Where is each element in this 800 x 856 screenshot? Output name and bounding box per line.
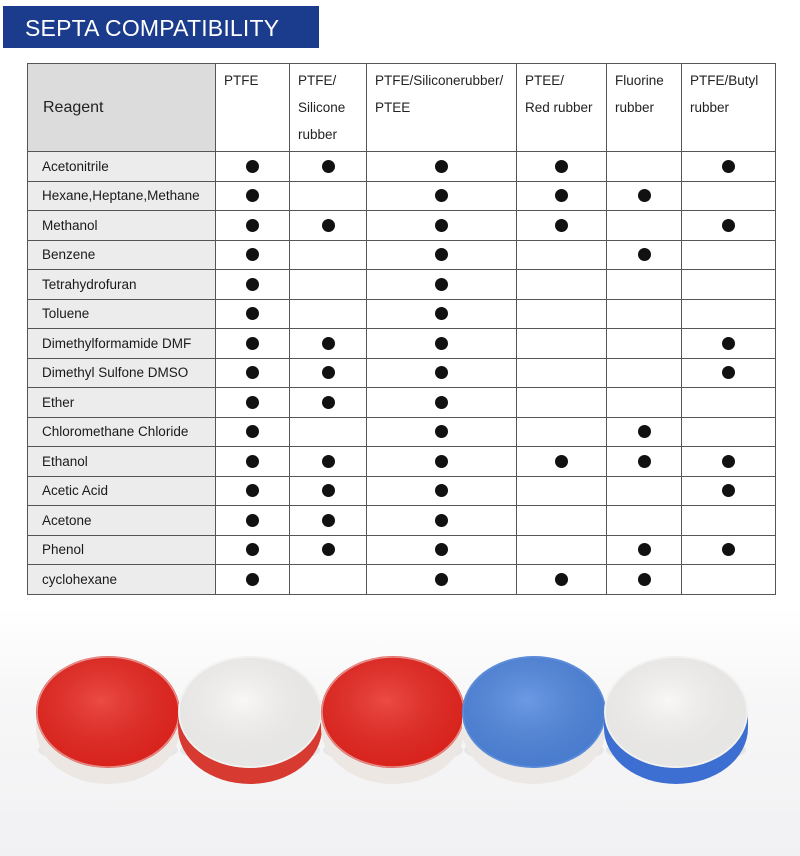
compatible-dot — [246, 396, 259, 409]
compatible-dot — [322, 543, 335, 556]
compatibility-cell-ptee_red — [517, 270, 607, 300]
compatible-dot — [638, 189, 651, 202]
table-row — [28, 476, 776, 506]
compatibility-cell-ptfe_butyl — [682, 565, 776, 595]
compatibility-cell-ptfe_silicone — [290, 152, 367, 182]
compatible-dot — [435, 425, 448, 438]
compatible-dot — [555, 189, 568, 202]
reagent-name: Toluene — [28, 299, 216, 329]
compatibility-cell-ptfe_silicone_ptee — [367, 358, 517, 388]
compatibility-table — [27, 63, 776, 595]
compatibility-cell-ptfe — [216, 211, 290, 241]
compatibility-cell-ptfe — [216, 388, 290, 418]
reagent-name: cyclohexane — [28, 565, 216, 595]
compatibility-cell-ptee_red — [517, 388, 607, 418]
compatibility-cell-ptfe_butyl — [682, 358, 776, 388]
compatibility-cell-fluorine — [607, 447, 682, 477]
compatibility-cell-ptee_red — [517, 535, 607, 565]
compatibility-cell-ptfe — [216, 506, 290, 536]
compatibility-cell-fluorine — [607, 565, 682, 595]
compatible-dot — [246, 248, 259, 261]
compatible-dot — [322, 396, 335, 409]
compatible-dot — [638, 573, 651, 586]
compatibility-cell-ptfe_butyl — [682, 270, 776, 300]
compatible-dot — [638, 455, 651, 468]
compatibility-cell-ptfe_butyl — [682, 417, 776, 447]
compatibility-cell-ptee_red — [517, 447, 607, 477]
compatible-dot — [322, 337, 335, 350]
compatibility-cell-ptee_red — [517, 358, 607, 388]
compatible-dot — [638, 425, 651, 438]
table-row — [28, 506, 776, 536]
compatibility-cell-ptfe_silicone_ptee — [367, 329, 517, 359]
compatible-dot — [435, 278, 448, 291]
septum-disc — [462, 656, 606, 784]
compatible-dot — [435, 189, 448, 202]
column-header-line: Fluorine — [615, 73, 664, 88]
compatibility-cell-ptfe_silicone_ptee — [367, 565, 517, 595]
compatible-dot — [246, 514, 259, 527]
compatibility-cell-ptee_red — [517, 181, 607, 211]
compatibility-cell-ptfe_silicone_ptee — [367, 240, 517, 270]
compatible-dot — [246, 573, 259, 586]
compatible-dot — [722, 484, 735, 497]
compatibility-cell-fluorine — [607, 329, 682, 359]
compatible-dot — [722, 219, 735, 232]
compatibility-cell-ptfe_butyl — [682, 535, 776, 565]
compatibility-cell-fluorine — [607, 388, 682, 418]
compatibility-cell-fluorine — [607, 506, 682, 536]
reagent-name: Acetonitrile — [28, 152, 216, 182]
compatible-dot — [246, 307, 259, 320]
compatibility-cell-fluorine — [607, 152, 682, 182]
compatibility-cell-ptfe_silicone — [290, 358, 367, 388]
compatibility-cell-fluorine — [607, 270, 682, 300]
compatible-dot — [322, 484, 335, 497]
compatibility-cell-ptfe — [216, 329, 290, 359]
compatibility-cell-ptfe_butyl — [682, 152, 776, 182]
compatibility-cell-ptfe — [216, 181, 290, 211]
compatible-dot — [435, 514, 448, 527]
compatibility-cell-ptfe_butyl — [682, 329, 776, 359]
table-row — [28, 270, 776, 300]
compatibility-cell-ptfe — [216, 299, 290, 329]
compatibility-cell-ptfe — [216, 565, 290, 595]
compatibility-cell-ptee_red — [517, 329, 607, 359]
compatible-dot — [435, 366, 448, 379]
compatible-dot — [322, 514, 335, 527]
compatibility-cell-ptee_red — [517, 417, 607, 447]
septum-disc — [178, 656, 322, 784]
compatibility-cell-fluorine — [607, 476, 682, 506]
table-row — [28, 535, 776, 565]
compatibility-cell-ptee_red — [517, 211, 607, 241]
compatibility-cell-ptfe_butyl — [682, 299, 776, 329]
reagent-name: Acetic Acid — [28, 476, 216, 506]
reagent-name: Chloromethane Chloride — [28, 417, 216, 447]
compatibility-cell-fluorine — [607, 211, 682, 241]
septum-disc — [36, 656, 180, 784]
compatibility-cell-fluorine — [607, 535, 682, 565]
reagent-name: Methanol — [28, 211, 216, 241]
compatibility-cell-ptfe — [216, 417, 290, 447]
compatibility-cell-ptee_red — [517, 240, 607, 270]
column-header-fluorine — [607, 64, 682, 152]
column-header-ptee_red — [517, 64, 607, 152]
compatibility-cell-ptfe_butyl — [682, 506, 776, 536]
table-row — [28, 388, 776, 418]
compatibility-cell-fluorine — [607, 417, 682, 447]
compatible-dot — [246, 366, 259, 379]
compatible-dot — [246, 219, 259, 232]
compatibility-cell-ptfe — [216, 240, 290, 270]
compatibility-cell-ptfe_silicone — [290, 447, 367, 477]
compatibility-cell-ptfe_silicone — [290, 535, 367, 565]
compatible-dot — [322, 455, 335, 468]
compatibility-cell-ptfe_silicone — [290, 476, 367, 506]
column-header-line: rubber — [298, 127, 338, 142]
compatible-dot — [246, 425, 259, 438]
compatibility-cell-ptfe_butyl — [682, 211, 776, 241]
reagent-name: Ether — [28, 388, 216, 418]
compatible-dot — [555, 160, 568, 173]
compatibility-cell-ptfe_silicone — [290, 565, 367, 595]
compatibility-cell-ptfe_silicone — [290, 329, 367, 359]
compatibility-cell-ptfe_silicone — [290, 299, 367, 329]
compatibility-cell-ptee_red — [517, 152, 607, 182]
table-row — [28, 211, 776, 241]
compatibility-cell-ptfe_silicone — [290, 181, 367, 211]
compatibility-cell-ptfe — [216, 358, 290, 388]
compatible-dot — [555, 573, 568, 586]
compatible-dot — [435, 455, 448, 468]
column-header-ptfe — [216, 64, 290, 152]
compatibility-cell-ptfe_butyl — [682, 476, 776, 506]
column-header-line: PTFE/ — [298, 73, 337, 88]
compatible-dot — [638, 543, 651, 556]
table-row — [28, 181, 776, 211]
compatibility-cell-ptfe_silicone — [290, 240, 367, 270]
compatibility-cell-ptfe_silicone_ptee — [367, 535, 517, 565]
reagent-name: Hexane,Heptane,Methane — [28, 181, 216, 211]
compatibility-cell-ptfe_silicone_ptee — [367, 299, 517, 329]
compatibility-cell-ptfe_silicone_ptee — [367, 506, 517, 536]
column-header-line: rubber — [615, 100, 655, 115]
compatible-dot — [435, 543, 448, 556]
column-header-line: PTFE/Siliconerubber/ — [375, 73, 504, 88]
header-row — [28, 64, 776, 152]
table-row — [28, 447, 776, 477]
compatible-dot — [435, 337, 448, 350]
reagent-name: Tetrahydrofuran — [28, 270, 216, 300]
reagent-name: Acetone — [28, 506, 216, 536]
compatibility-cell-ptfe_silicone — [290, 270, 367, 300]
compatibility-cell-ptfe_silicone_ptee — [367, 181, 517, 211]
compatibility-cell-ptfe_silicone — [290, 211, 367, 241]
title-banner — [3, 6, 319, 48]
table-row — [28, 299, 776, 329]
compatibility-cell-ptfe — [216, 152, 290, 182]
compatible-dot — [722, 337, 735, 350]
compatible-dot — [246, 278, 259, 291]
compatible-dot — [246, 160, 259, 173]
compatibility-cell-ptfe_silicone_ptee — [367, 211, 517, 241]
compatibility-cell-ptfe_silicone_ptee — [367, 388, 517, 418]
septa-photo — [0, 607, 800, 856]
compatible-dot — [722, 160, 735, 173]
compatibility-cell-ptfe_silicone — [290, 506, 367, 536]
compatible-dot — [722, 366, 735, 379]
compatibility-cell-ptee_red — [517, 299, 607, 329]
table-header — [28, 64, 776, 152]
compatible-dot — [638, 248, 651, 261]
compatible-dot — [322, 366, 335, 379]
compatibility-cell-fluorine — [607, 299, 682, 329]
column-header-ptfe_silicone_ptee — [367, 64, 517, 152]
septum-disc — [604, 656, 748, 784]
compatible-dot — [435, 219, 448, 232]
compatible-dot — [435, 248, 448, 261]
reagent-column-header: Reagent — [28, 64, 216, 152]
compatible-dot — [722, 455, 735, 468]
table-row — [28, 329, 776, 359]
table-row — [28, 240, 776, 270]
compatible-dot — [246, 455, 259, 468]
compatible-dot — [246, 189, 259, 202]
compatibility-cell-fluorine — [607, 358, 682, 388]
compatible-dot — [435, 573, 448, 586]
reagent-name: Dimethyl Sulfone DMSO — [28, 358, 216, 388]
compatibility-cell-ptfe_butyl — [682, 447, 776, 477]
reagent-name: Ethanol — [28, 447, 216, 477]
table-row — [28, 358, 776, 388]
compatible-dot — [322, 160, 335, 173]
compatibility-cell-fluorine — [607, 240, 682, 270]
compatible-dot — [246, 484, 259, 497]
compatibility-cell-ptee_red — [517, 506, 607, 536]
compatibility-cell-ptfe_silicone — [290, 417, 367, 447]
compatibility-cell-ptee_red — [517, 476, 607, 506]
compatible-dot — [555, 455, 568, 468]
compatibility-cell-ptfe_silicone_ptee — [367, 152, 517, 182]
compatible-dot — [246, 337, 259, 350]
column-header-line: rubber — [690, 100, 730, 115]
compatibility-cell-ptfe_silicone_ptee — [367, 476, 517, 506]
column-header-ptfe_butyl — [682, 64, 776, 152]
column-header-line: PTEE/ — [525, 73, 565, 88]
compatibility-cell-ptfe_silicone — [290, 388, 367, 418]
column-header-line: Silicone — [298, 100, 346, 115]
column-header-line: PTFE/Butyl — [690, 73, 759, 88]
compatibility-cell-ptfe_butyl — [682, 240, 776, 270]
reagent-name: Phenol — [28, 535, 216, 565]
compatibility-cell-fluorine — [607, 181, 682, 211]
compatibility-cell-ptfe_silicone_ptee — [367, 447, 517, 477]
compatibility-cell-ptfe — [216, 270, 290, 300]
table-row — [28, 565, 776, 595]
column-header-ptfe_silicone — [290, 64, 367, 152]
compatibility-cell-ptfe_butyl — [682, 181, 776, 211]
compatible-dot — [246, 543, 259, 556]
compatible-dot — [555, 219, 568, 232]
compatible-dot — [722, 543, 735, 556]
compatible-dot — [435, 160, 448, 173]
column-header-line: PTEE — [375, 100, 411, 115]
page-title: SEPTA COMPATIBILITY — [25, 15, 280, 41]
compatibility-cell-ptfe — [216, 476, 290, 506]
compatibility-cell-ptfe_silicone_ptee — [367, 417, 517, 447]
table-row — [28, 417, 776, 447]
column-header-line: Red rubber — [525, 100, 593, 115]
compatible-dot — [435, 396, 448, 409]
compatible-dot — [322, 219, 335, 232]
septum-disc — [321, 656, 465, 784]
compatibility-cell-ptfe_silicone_ptee — [367, 270, 517, 300]
compatibility-cell-ptfe — [216, 535, 290, 565]
table-body — [28, 152, 776, 595]
compatibility-cell-ptee_red — [517, 565, 607, 595]
compatible-dot — [435, 484, 448, 497]
reagent-name: Benzene — [28, 240, 216, 270]
column-header-line: PTFE — [224, 73, 259, 88]
compatibility-cell-ptfe — [216, 447, 290, 477]
compatible-dot — [435, 307, 448, 320]
table-row — [28, 152, 776, 182]
reagent-name: Dimethylformamide DMF — [28, 329, 216, 359]
compatibility-cell-ptfe_butyl — [682, 388, 776, 418]
